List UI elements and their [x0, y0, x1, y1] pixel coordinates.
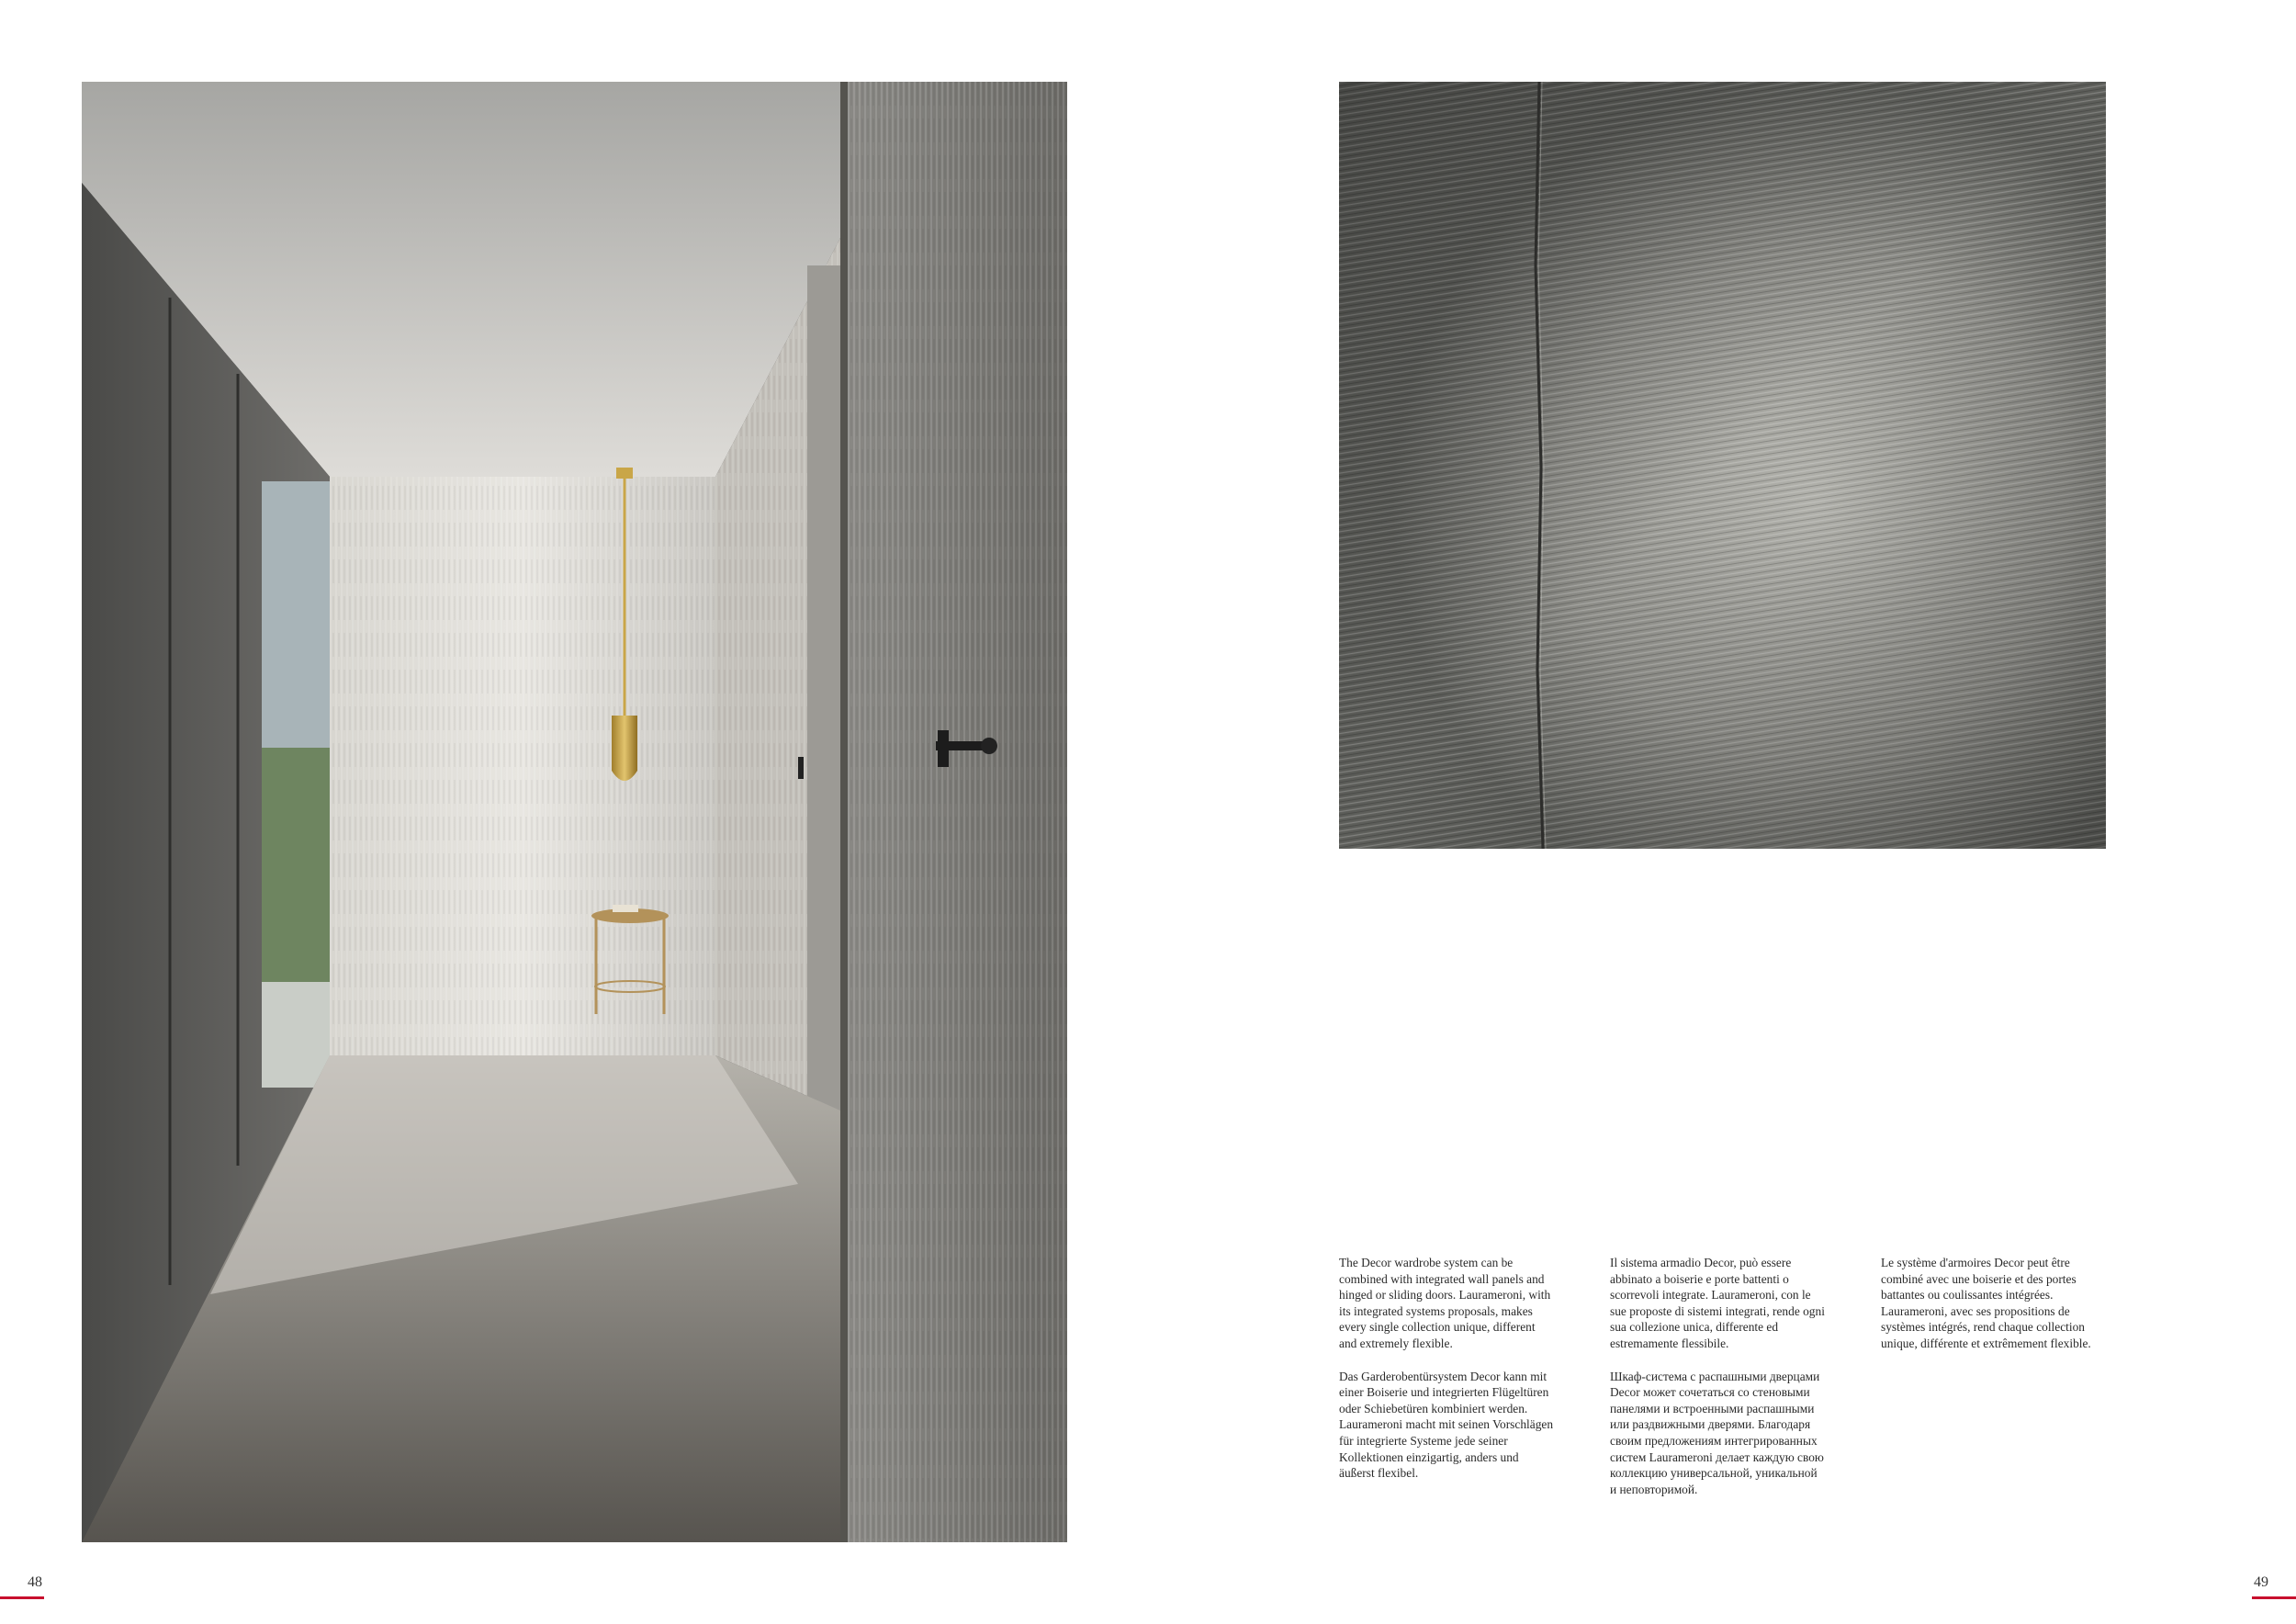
paragraph-russian: Шкаф-система с распашными дверцами Decor может сочетаться со стеновыми панелями и встроенными распашными или раздвижными дверями. Благодаря своим предложениям интегрированных систем Laurameroni делает каждую свою коллекцию универсальной, уникальной и неповторимой.	[1610, 1369, 1824, 1496]
paragraph-italian: Il sistema armadio Decor, può essere abbinato a boiserie e porte battenti o scorrevoli integrate. Laurameroni, con le sue proposte di sistemi integrati, rende ogni sua collezione unica, differente ed estremamente flessibile.	[1610, 1256, 1825, 1350]
text-column-fr	[1881, 1255, 2098, 1352]
texture-closeup-photo	[1339, 82, 2106, 849]
hallway-photo	[82, 82, 1067, 1542]
page-number-left: 48	[28, 1574, 42, 1590]
text-column-it-ru	[1610, 1255, 1827, 1497]
red-rule-left	[0, 1596, 44, 1599]
text-column-en-de	[1339, 1255, 1556, 1482]
paragraph-french: Le système d'armoires Decor peut être combiné avec une boiserie et des portes battantes ou coulissantes intégrées. Laurameroni, avec ses propositions de systèmes intégrés, rend chaque collection unique, différente et extrêmement flexible.	[1881, 1256, 2091, 1350]
red-rule-right	[2252, 1596, 2296, 1599]
paragraph-german: Das Garderobentürsystem Decor kann mit einer Boiserie und integrierten Flügeltüren oder Schiebetüren kombiniert werden. Laurameroni macht mit seinen Vorschlägen für integrierte Systeme jede seiner Kollektionen einzigartig, anders und äußerst flexibel.	[1339, 1369, 1554, 1481]
paragraph-english: The Decor wardrobe system can be combined with integrated wall panels and hinged or sliding doors. Laurameroni, with its integrated systems proposals, makes every single collection unique, different and extremely flexible.	[1339, 1256, 1551, 1350]
page-number-right: 49	[2254, 1574, 2268, 1590]
